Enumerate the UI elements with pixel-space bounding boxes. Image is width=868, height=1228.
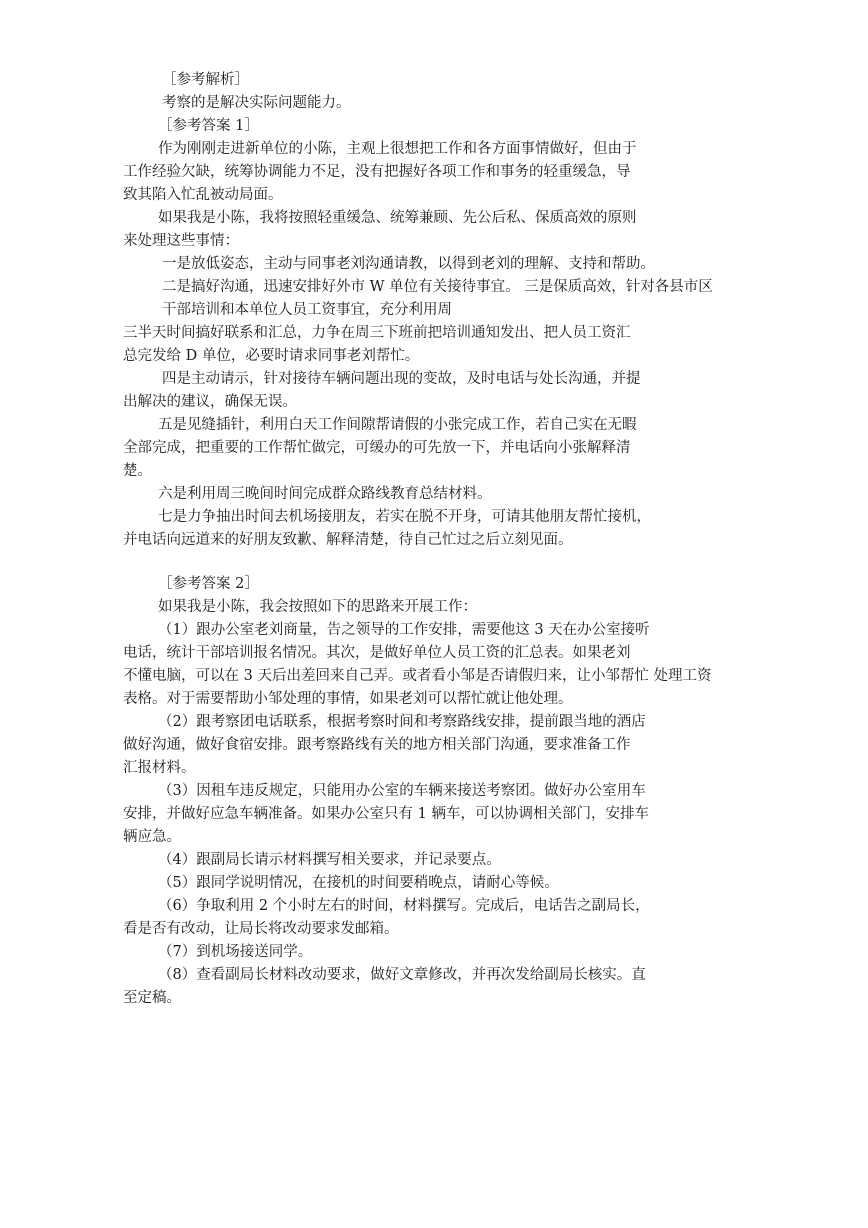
paragraph-line: 七是力争抽出时间去机场接朋友，若实在脱不开身，可请其他朋友帮忙接机， <box>158 509 651 525</box>
paragraph-line: 致其陷入忙乱被动局面。 <box>123 187 283 203</box>
section-heading-analysis: ［参考解析］ <box>162 72 249 88</box>
paragraph-line: 工作经验欠缺，统筹协调能力不足，没有把握好各项工作和事务的轻重缓急，导 <box>123 164 631 180</box>
paragraph-line: 如果我是小陈，我会按照如下的思路来开展工作： <box>158 599 477 615</box>
paragraph-line: 做好沟通，做好食宿安排。跟考察路线有关的地方相关部门沟通，要求准备工作 <box>123 737 631 753</box>
paragraph-line: 看是否有改动，让局长将改动要求发邮箱。 <box>123 921 399 937</box>
paragraph-line: 汇报材料。 <box>123 760 196 776</box>
paragraph-line: 四是主动请示，针对接待车辆问题出现的变故，及时电话与处长沟通，并提 <box>162 371 641 387</box>
paragraph-line: 并电话向远道来的好朋友致歉、解释清楚，待自己忙过之后立刻见面。 <box>123 532 573 548</box>
paragraph-line: 电话，统计干部培训报名情况。其次，是做好单位人员工资的汇总表。如果老刘 <box>123 645 631 661</box>
paragraph-line: （5）跟同学说明情况，在接机的时间要稍晚点，请耐心等候。 <box>158 875 559 891</box>
paragraph-line: 楚。 <box>123 463 152 479</box>
paragraph-line: 来处理这些事情： <box>123 233 239 249</box>
paragraph-line: 作为刚刚走进新单位的小陈，主观上很想把工作和各方面事情做好，但由于 <box>158 141 637 157</box>
paragraph-line: （8）查看副局长材料改动要求，做好文章修改，并再次发给副局长核实。直 <box>158 967 646 983</box>
paragraph-line: 辆应急。 <box>123 829 181 845</box>
paragraph-line: 出解决的建议，确保无误。 <box>123 394 297 410</box>
section-heading-answer-1: ［参考答案 1］ <box>158 118 259 134</box>
paragraph-line: （3）因租车违反规定，只能用办公室的车辆来接送考察团。做好办公室用车 <box>158 783 646 799</box>
paragraph-line: 考察的是解决实际问题能力。 <box>162 95 351 111</box>
paragraph-line: （6）争取利用 2 个小时左右的时间，材料撰写。完成后，电话告之副局长， <box>158 898 650 914</box>
paragraph-line: 如果我是小陈，我将按照轻重缓急、统筹兼顾、先公后私、保质高效的原则 <box>158 210 637 226</box>
paragraph-line: （2）跟考察团电话联系，根据考察时间和考察路线安排，提前跟当地的酒店 <box>158 714 646 730</box>
paragraph-line: 干部培训和本单位人员工资事宜，充分利用周 <box>162 302 452 318</box>
paragraph-line: （1）跟办公室老刘商量，告之领导的工作安排，需要他这 3 天在办公室接听 <box>158 622 650 638</box>
paragraph-line: 五是见缝插针，利用白天工作间隙帮请假的小张完成工作，若自己实在无暇 <box>158 417 637 433</box>
paragraph-line: 至定稿。 <box>123 990 181 1006</box>
paragraph-line: 一是放低姿态，主动与同事老刘沟通请教，以得到老刘的理解、支持和帮助。 <box>162 256 655 272</box>
paragraph-line: 总完发给 D 单位，必要时请求同事老刘帮忙。 <box>123 348 420 364</box>
paragraph-line: （4）跟副局长请示材料撰写相关要求，并记录要点。 <box>158 852 501 868</box>
section-heading-answer-2: ［参考答案 2］ <box>158 576 259 592</box>
paragraph-line: 全部完成，把重要的工作帮忙做完，可缓办的可先放一下，并电话向小张解释清 <box>123 440 631 456</box>
paragraph-line: 三半天时间搞好联系和汇总，力争在周三下班前把培训通知发出、把人员工资汇 <box>123 325 631 341</box>
paragraph-line: 表格。对于需要帮助小邹处理的事情，如果老刘可以帮忙就让他处理。 <box>123 691 573 707</box>
paragraph-line: 六是利用周三晚间时间完成群众路线教育总结材料。 <box>158 486 492 502</box>
paragraph-line: （7）到机场接送同学。 <box>158 944 313 960</box>
paragraph-line: 安排，并做好应急车辆准备。如果办公室只有 1 辆车，可以协调相关部门，安排车 <box>123 806 649 822</box>
paragraph-line: 二是搞好沟通，迅速安排好外市 W 单位有关接待事宜。 三是保质高效，针对各县市区 <box>162 279 713 295</box>
paragraph-line: 不懂电脑，可以在 3 天后出差回来自己弄。或者看小邹是否请假归来，让小邹帮忙 处理工资 <box>123 668 712 684</box>
